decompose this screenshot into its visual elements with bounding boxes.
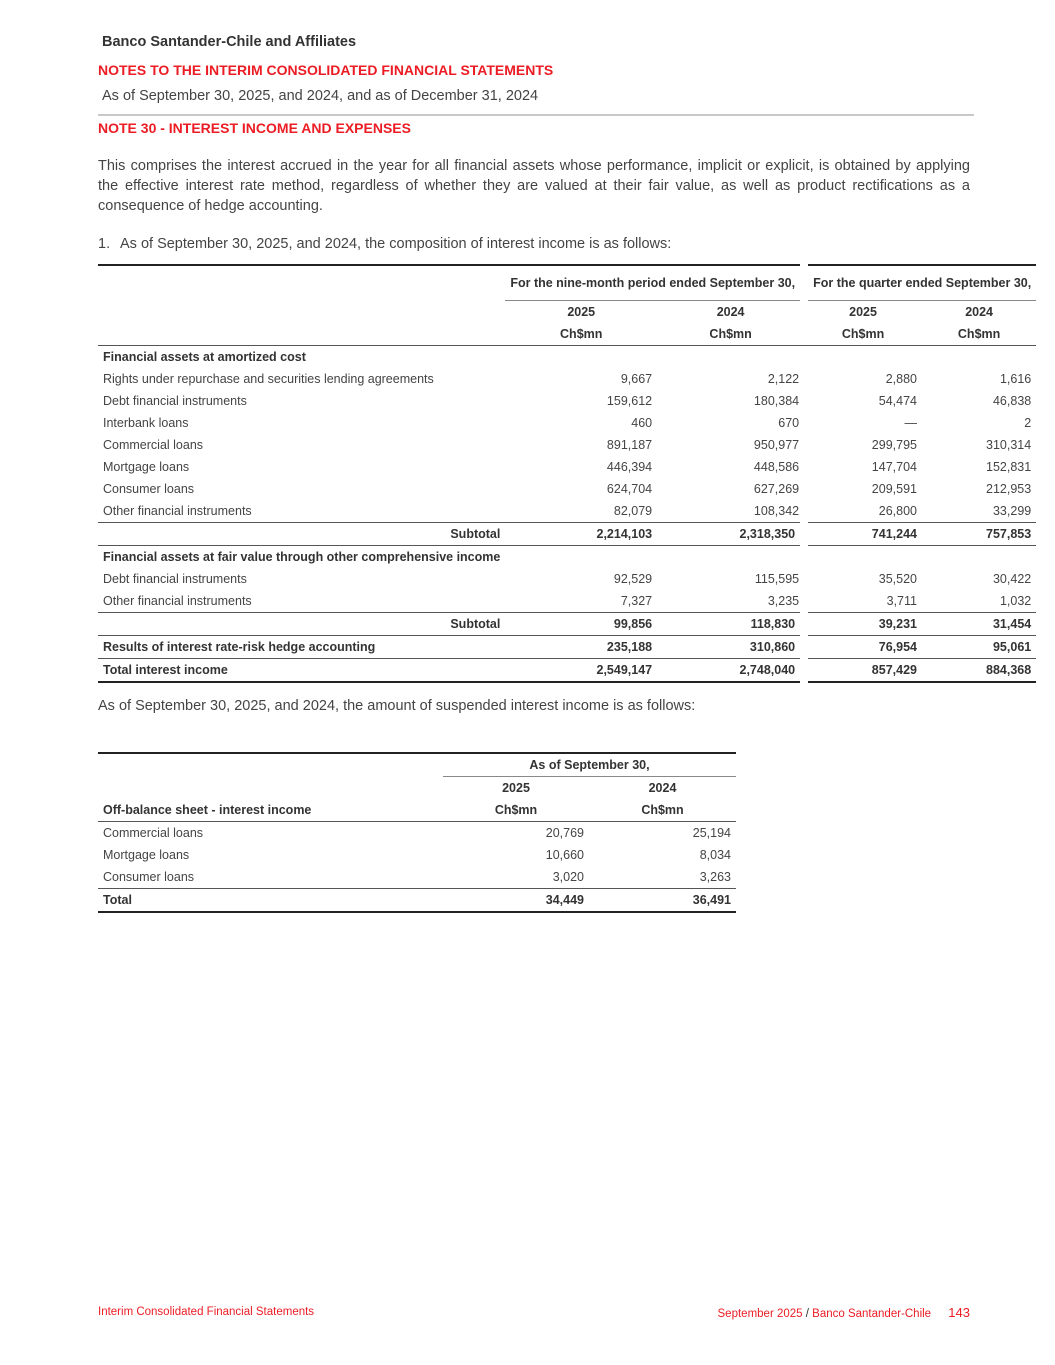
interest-income-table — [98, 264, 1036, 683]
cell-value: 76,954 — [804, 636, 922, 659]
cell-value: 2,318,350 — [657, 523, 804, 546]
total-row — [98, 659, 1036, 683]
table-row — [98, 456, 1036, 478]
table-row — [98, 412, 1036, 434]
cell-value: 33,299 — [992, 504, 1032, 518]
table-row — [98, 390, 1036, 412]
cell-value: 10,660 — [545, 848, 584, 862]
row-label: Results of interest rate-risk hedge accounting — [98, 636, 505, 659]
as-of-date: As of September 30, 2025, and 2024, and as of December 31, 2024 — [102, 88, 539, 104]
row-label: Commercial loans — [103, 826, 204, 840]
cell-value: 159,612 — [606, 394, 653, 408]
row-label: Total interest income — [98, 659, 505, 683]
cell-value: 3,263 — [699, 870, 731, 884]
subtotal-label: Subtotal — [98, 523, 505, 546]
row-label: Other financial instruments — [103, 594, 252, 608]
row-label: Debt financial instruments — [103, 394, 247, 408]
year-header: 2024 — [965, 305, 993, 319]
table-row — [98, 590, 1036, 613]
cell-value: 3,235 — [767, 594, 800, 608]
row-label: Mortgage loans — [103, 460, 190, 474]
cell-value: 26,800 — [878, 504, 917, 518]
cell-value: 2 — [1024, 416, 1032, 430]
cell-value: 950,977 — [753, 438, 800, 452]
cell-value: 3,020 — [552, 870, 584, 884]
cell-value: 1,032 — [999, 594, 1032, 608]
group-header-nine-month: For the nine-month period ended September 30, — [505, 265, 804, 301]
section-header: Financial assets at fair value through other comprehensive income — [98, 546, 505, 569]
year-header: 2025 — [567, 305, 596, 319]
year-header: 2025 — [502, 781, 530, 795]
cell-value: 2,549,147 — [505, 659, 657, 683]
company-name: Banco Santander-Chile and Affiliates — [102, 34, 357, 50]
cell-value: 152,831 — [986, 460, 1032, 474]
year-header: 2024 — [716, 305, 745, 319]
cell-value: 147,704 — [871, 460, 917, 474]
group-header-quarter: For the quarter ended September 30, — [804, 265, 1036, 301]
cell-value: 92,529 — [613, 572, 653, 586]
footer-bank: Banco Santander-Chile — [812, 1308, 932, 1320]
footer-separator: / — [805, 1308, 809, 1320]
cell-value: 9,667 — [620, 372, 653, 386]
cell-value: 299,795 — [871, 438, 917, 452]
cell-value: 2,214,103 — [505, 523, 657, 546]
cell-value: 1,616 — [999, 372, 1032, 386]
year-header: 2024 — [648, 781, 677, 795]
cell-value: 235,188 — [505, 636, 657, 659]
row-label: Interbank loans — [103, 416, 189, 430]
cell-value: 36,491 — [589, 889, 736, 913]
footer-right — [718, 1305, 970, 1320]
cell-value: 95,061 — [922, 636, 1036, 659]
cell-value: 891,187 — [606, 438, 653, 452]
subtotal-row — [98, 523, 1036, 546]
row-label: Consumer loans — [103, 870, 195, 884]
suspended-interest-table — [98, 752, 736, 913]
cell-value: 624,704 — [606, 482, 653, 496]
unit-header: Ch$mn — [443, 799, 589, 822]
table-row — [98, 500, 1036, 523]
cell-value: 209,591 — [871, 482, 917, 496]
hedge-row — [98, 636, 1036, 659]
footer-date: September 2025 — [717, 1308, 803, 1320]
cell-value: 115,595 — [754, 572, 800, 586]
item-number: 1. — [98, 236, 111, 252]
group-header-as-of: As of September 30, — [443, 753, 736, 777]
cell-value: 741,244 — [804, 523, 922, 546]
table-row — [98, 866, 736, 889]
cell-value: 118,830 — [657, 613, 804, 636]
total-row — [98, 889, 736, 913]
section-header: Financial assets at amortized cost — [103, 350, 306, 364]
table-row — [98, 568, 1036, 590]
footer-document-title: Interim Consolidated Financial Statements — [98, 1306, 315, 1318]
cell-value: 2,880 — [885, 372, 917, 386]
cell-value: 25,194 — [692, 826, 731, 840]
cell-value: 82,079 — [613, 504, 653, 518]
table-row — [98, 844, 736, 866]
table-row — [98, 478, 1036, 500]
cell-value: 8,034 — [699, 848, 731, 862]
cell-value: 627,269 — [753, 482, 800, 496]
cell-value: — — [904, 416, 917, 430]
cell-value: 34,449 — [443, 889, 589, 913]
cell-value: 2,748,040 — [657, 659, 804, 683]
cell-value: 7,327 — [620, 594, 653, 608]
cell-value: 30,422 — [992, 572, 1032, 586]
table-row — [98, 434, 1036, 456]
unit-header: Ch$mn — [505, 323, 657, 346]
cell-value: 46,838 — [992, 394, 1032, 408]
cell-value: 99,856 — [505, 613, 657, 636]
item-text: As of September 30, 2025, and 2024, the composition of interest income is as follows: — [120, 236, 672, 252]
cell-value: 757,853 — [922, 523, 1036, 546]
cell-value: 446,394 — [606, 460, 653, 474]
row-label: Mortgage loans — [103, 848, 190, 862]
table-header-label: Off-balance sheet - interest income — [98, 799, 443, 822]
cell-value: 884,368 — [922, 659, 1036, 683]
table-row — [98, 822, 736, 845]
row-label: Total — [98, 889, 443, 913]
unit-header: Ch$mn — [657, 323, 804, 346]
notes-title: NOTES TO THE INTERIM CONSOLIDATED FINANCIAL STATEMENTS — [98, 62, 554, 78]
subtotal-row — [98, 613, 1036, 636]
unit-header: Ch$mn — [922, 323, 1036, 346]
cell-value: 460 — [631, 416, 653, 430]
cell-value: 20,769 — [545, 826, 584, 840]
cell-value: 31,454 — [922, 613, 1036, 636]
note-title: NOTE 30 - INTEREST INCOME AND EXPENSES — [98, 120, 411, 136]
unit-header: Ch$mn — [804, 323, 922, 346]
cell-value: 310,314 — [986, 438, 1032, 452]
subtotal-label: Subtotal — [98, 613, 505, 636]
cell-value: 180,384 — [753, 394, 800, 408]
unit-header: Ch$mn — [589, 799, 736, 822]
cell-value: 670 — [778, 416, 800, 430]
row-label: Other financial instruments — [103, 504, 252, 518]
cell-value: 3,711 — [886, 594, 917, 608]
cell-value: 35,520 — [878, 572, 917, 586]
cell-value: 310,860 — [657, 636, 804, 659]
suspended-interest-paragraph: As of September 30, 2025, and 2024, the amount of suspended interest income is as follows: — [98, 698, 696, 714]
cell-value: 2,122 — [767, 372, 800, 386]
cell-value: 54,474 — [878, 394, 917, 408]
item-1 — [98, 236, 671, 252]
cell-value: 39,231 — [804, 613, 922, 636]
row-label: Commercial loans — [103, 438, 204, 452]
cell-value: 212,953 — [986, 482, 1032, 496]
cell-value: 108,342 — [753, 504, 800, 518]
cell-value: 448,586 — [753, 460, 800, 474]
cell-value: 857,429 — [804, 659, 922, 683]
header-divider — [98, 114, 974, 116]
page-number: 143 — [948, 1305, 970, 1320]
row-label: Rights under repurchase and securities lending agreements — [103, 372, 434, 386]
intro-paragraph: This comprises the interest accrued in the year for all financial assets whose performance, implicit or explicit, is obtained by applying the effective interest rate method, regardless of whether they are valued at their fair value, as well as product rectifications as a consequence of hedge accounting. — [98, 158, 970, 214]
row-label: Debt financial instruments — [103, 572, 247, 586]
table-row — [98, 368, 1036, 390]
year-header: 2025 — [849, 305, 877, 319]
row-label: Consumer loans — [103, 482, 195, 496]
